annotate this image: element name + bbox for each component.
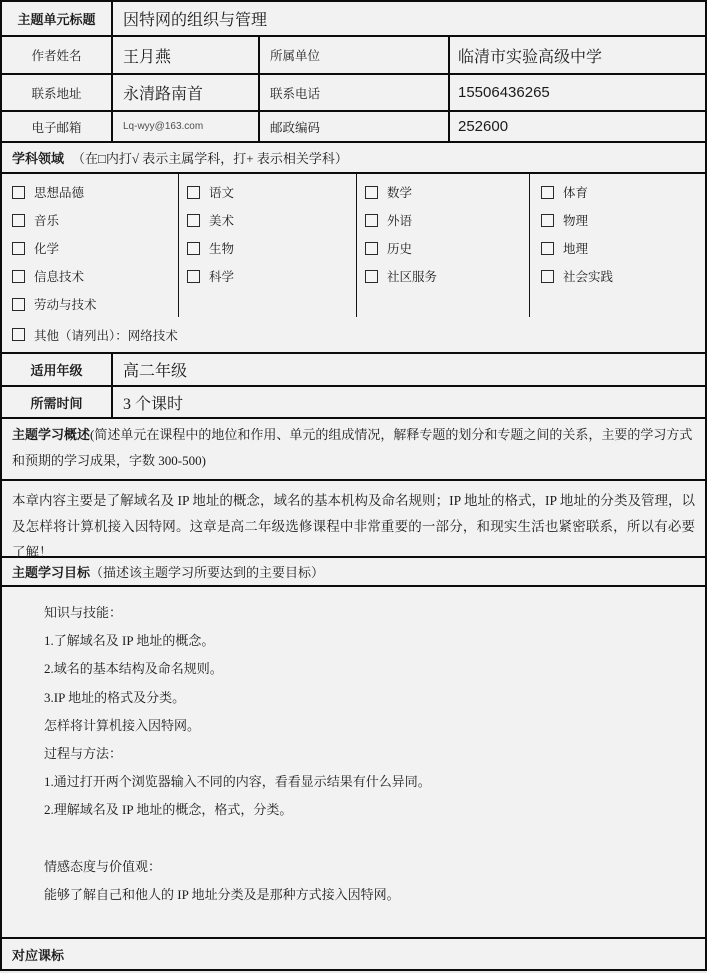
- phone-label: 联系电话: [260, 75, 450, 110]
- objectives-content: [2, 587, 705, 939]
- subject-checkbox[interactable]: [365, 178, 529, 206]
- checkbox-icon[interactable]: [541, 270, 554, 283]
- subject-checkbox[interactable]: [541, 206, 705, 234]
- subject-label: 数学: [387, 186, 413, 200]
- objective-line: 1.通过打开两个浏览器输入不同的内容，看看显示结果有什么异同。: [44, 774, 431, 790]
- subject-label: 地理: [563, 242, 589, 256]
- row-theme-title: [2, 2, 705, 37]
- objectives-hint: （描述该主题学习所要达到的主要目标）: [90, 565, 325, 580]
- subject-checkbox[interactable]: [541, 262, 705, 290]
- subject-label: 社会实践: [563, 270, 614, 284]
- subject-columns: [2, 174, 705, 317]
- subject-checkbox[interactable]: [541, 178, 705, 206]
- subject-checkbox[interactable]: [12, 290, 178, 318]
- subject-checkbox[interactable]: [187, 178, 356, 206]
- subject-checkbox[interactable]: [12, 234, 178, 262]
- subject-checkbox[interactable]: [365, 234, 529, 262]
- objective-line: 3.IP 地址的格式及分类。: [44, 689, 186, 705]
- row-grade: [2, 354, 705, 387]
- subject-label: 体育: [563, 186, 589, 200]
- row-contact: [2, 75, 705, 112]
- subject-area-hint: （在□内打√ 表示主属学科，打+ 表示相关学科）: [72, 151, 348, 166]
- subject-checkbox-grid: [2, 174, 705, 354]
- subject-checkbox[interactable]: [187, 206, 356, 234]
- author-label: 作者姓名: [2, 37, 113, 73]
- grade-label: 适用年级: [2, 354, 113, 385]
- objective-line: 2.域名的基本结构及命名规则。: [44, 661, 223, 677]
- subject-checkbox[interactable]: [12, 262, 178, 290]
- subject-col-3: [357, 174, 530, 317]
- subject-label: 科学: [209, 270, 235, 284]
- objective-line: 怎样将计算机接入因特网。: [44, 717, 201, 733]
- checkbox-icon[interactable]: [12, 298, 25, 311]
- checkbox-icon[interactable]: [365, 186, 378, 199]
- postcode-value: 252600: [458, 118, 509, 135]
- duration-label: 所需时间: [2, 387, 113, 417]
- unit-label: 所属单位: [260, 37, 450, 73]
- subject-label: 思想品德: [34, 186, 85, 200]
- subject-checkbox[interactable]: [365, 262, 529, 290]
- checkbox-icon[interactable]: [12, 242, 25, 255]
- theme-title-label: 主题单元标题: [2, 2, 113, 35]
- checkbox-icon[interactable]: [365, 214, 378, 227]
- subject-label: 语文: [209, 186, 235, 200]
- objective-line: [2, 825, 705, 853]
- subject-other-label: 其他（请列出）：网络技术: [34, 328, 178, 343]
- subject-label: 外语: [387, 214, 413, 228]
- subject-label: 信息技术: [34, 270, 85, 284]
- subject-col-4: [530, 174, 705, 317]
- objective-line: 2.理解域名及 IP 地址的概念，格式，分类。: [44, 802, 293, 818]
- duration-value: 3 个课时: [123, 395, 184, 413]
- objective-line: 过程与方法：: [44, 745, 123, 761]
- checkbox-icon[interactable]: [365, 270, 378, 283]
- checkbox-icon[interactable]: [12, 270, 25, 283]
- subject-label: 生物: [209, 242, 235, 256]
- objective-line: 情感态度与价值观：: [44, 858, 162, 874]
- objectives-title: 主题学习目标: [12, 565, 91, 580]
- overview-body: 本章内容主要是了解域名及 IP 地址的概念，域名的基本机构及命名规则；IP 地址的格式，IP 地址的分类及管理，以及怎样将计算机接入因特网。这章是高二年级选修课程中非常重要的一部分，和现实生活也紧密联系，所以有必要了解！: [12, 493, 695, 560]
- subject-label: 化学: [34, 242, 60, 256]
- grade-value: 高二年级: [123, 363, 188, 380]
- subject-label: 历史: [387, 242, 413, 256]
- unit-value: 临清市实验高级中学: [458, 48, 603, 66]
- subject-checkbox[interactable]: [365, 206, 529, 234]
- row-author: [2, 37, 705, 75]
- row-overview-header: [2, 419, 705, 481]
- checkbox-icon[interactable]: [187, 214, 200, 227]
- subject-checkbox[interactable]: [187, 262, 356, 290]
- overview-header: [2, 419, 705, 479]
- theme-title-value: 因特网的组织与管理: [123, 12, 268, 29]
- objectives-header: [2, 558, 705, 585]
- checkbox-icon[interactable]: [187, 186, 200, 199]
- checkbox-icon[interactable]: [541, 214, 554, 227]
- objective-line: 能够了解自己和他人的 IP 地址分类及是那种方式接入因特网。: [44, 886, 400, 902]
- subject-label: 音乐: [34, 214, 60, 228]
- email-label: 电子邮箱: [2, 112, 113, 141]
- phone-value: 15506436265: [458, 84, 550, 101]
- author-value: 王月燕: [113, 37, 260, 73]
- row-overview-body: [2, 481, 705, 558]
- objective-line: 1.了解域名及 IP 地址的概念。: [44, 633, 215, 649]
- checkbox-icon[interactable]: [12, 186, 25, 199]
- subject-label: 社区服务: [387, 270, 438, 284]
- subject-checkbox[interactable]: [187, 234, 356, 262]
- subject-checkbox[interactable]: [12, 206, 178, 234]
- address-value: 永清路南首: [113, 75, 260, 110]
- standards-title: 对应课标: [12, 947, 65, 963]
- checkbox-icon[interactable]: [541, 242, 554, 255]
- objective-line: 知识与技能：: [44, 605, 123, 620]
- subject-checkbox[interactable]: [12, 178, 178, 206]
- subject-area-header: [2, 143, 705, 172]
- checkbox-icon[interactable]: [12, 328, 25, 341]
- row-duration: [2, 387, 705, 419]
- row-standards: [2, 939, 705, 969]
- checkbox-icon[interactable]: [365, 242, 378, 255]
- address-label: 联系地址: [2, 75, 113, 110]
- subject-col-1: [2, 174, 179, 317]
- overview-title: 主题学习概述: [12, 427, 91, 442]
- subject-checkbox[interactable]: [541, 234, 705, 262]
- row-objectives-header: [2, 558, 705, 587]
- subject-label: 劳动与技术: [34, 298, 97, 312]
- checkbox-icon[interactable]: [187, 242, 200, 255]
- subject-col-2: [179, 174, 357, 317]
- row-subject-header: [2, 143, 705, 174]
- overview-hint: (简述单元在课程中的地位和作用、单元的组成情况，解释专题的划分和专题之间的关系，主要的学习方式和预期的学习成果，字数 300-500): [12, 427, 693, 468]
- subject-area-title: 学科领域: [12, 151, 65, 166]
- subject-label: 美术: [209, 214, 235, 228]
- row-email: [2, 112, 705, 143]
- email-value: Lq-wyy@163.com: [113, 112, 260, 141]
- subject-checkbox-other[interactable]: [2, 317, 705, 352]
- checkbox-icon[interactable]: [187, 270, 200, 283]
- postcode-label: 邮政编码: [260, 112, 450, 141]
- checkbox-icon[interactable]: [12, 214, 25, 227]
- subject-label: 物理: [563, 214, 589, 228]
- checkbox-icon[interactable]: [541, 186, 554, 199]
